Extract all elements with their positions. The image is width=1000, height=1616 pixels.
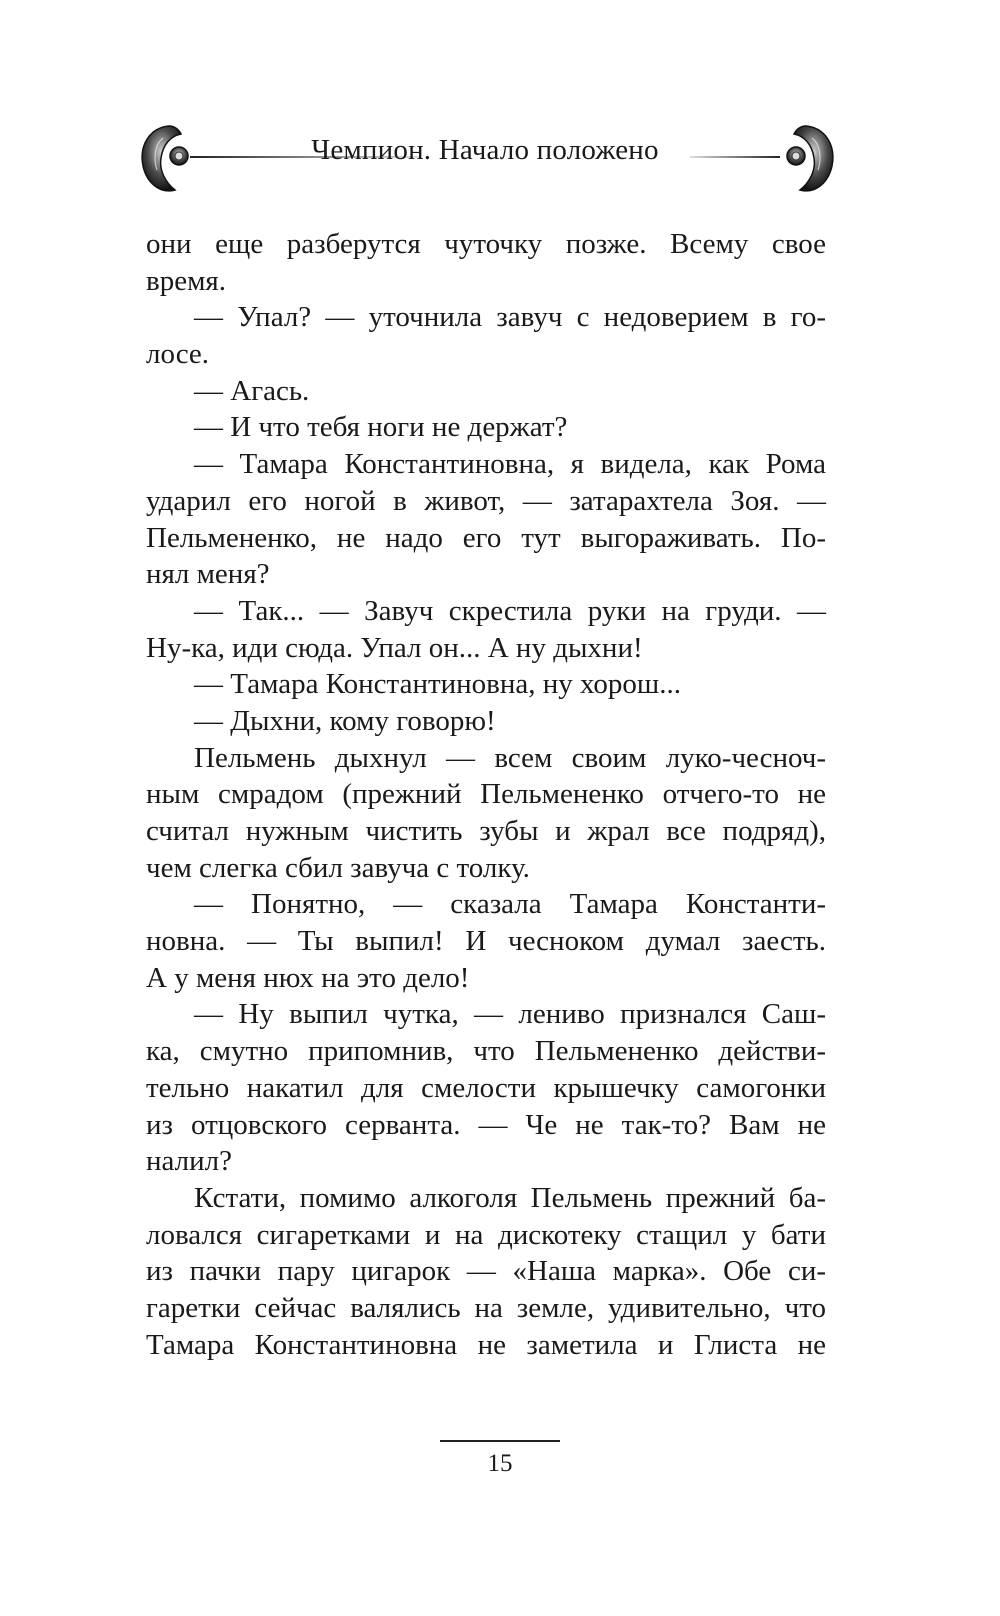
text-line: ударил его ногой в живот, — затарахтела Зоя. — xyxy=(146,484,826,517)
text-line: налил? xyxy=(146,1145,232,1178)
text-line: ловался сигаретками и на дискотеку стащил у бати xyxy=(146,1218,826,1251)
text-line: Кстати, помимо алкоголя Пельмень прежний ба- xyxy=(194,1181,826,1214)
text-line: — Агась. xyxy=(194,374,310,407)
page-number: 15 xyxy=(487,1450,513,1477)
text-line: чем слегка сбил завуча с толку. xyxy=(146,851,530,884)
text-line: — Тамара Константиновна, я видела, как Рома xyxy=(194,448,826,481)
text-line: время. xyxy=(146,264,227,297)
right-ornament-icon xyxy=(750,118,840,208)
text-line: — Понятно, — сказала Тамара Константи- xyxy=(194,888,826,921)
text-line: тельно накатил для смелости крышечку самогонки xyxy=(146,1071,826,1104)
text-line: — Ну выпил чутка, — лениво признался Саш- xyxy=(194,998,826,1031)
page-header xyxy=(130,118,840,208)
text-line: они еще разберутся чуточку позже. Всему свое xyxy=(146,228,826,260)
text-line: Тамара Константиновна не заметила и Глиста не xyxy=(146,1328,826,1361)
text-line: из пачки пару цигарок — «Наша марка». Обе си- xyxy=(146,1255,826,1288)
text-line: Пельмень дыхнул — всем своим луко-чесноч- xyxy=(194,741,826,774)
footer-rule xyxy=(440,1440,560,1442)
body-text xyxy=(146,226,826,1363)
text-line: ным смрадом (прежний Пельмененко отчего-то не xyxy=(146,778,826,811)
text-line: ка, смутно припомнив, что Пельмененко действи- xyxy=(146,1035,826,1068)
text-line: Ну-ка, иди сюда. Упал он... А ну дыхни! xyxy=(146,631,643,664)
text-line: — Так... — Завуч скрестила руки на груди. — xyxy=(194,594,826,627)
text-line: — И что тебя ноги не держат? xyxy=(194,411,568,444)
text-line: новна. — Ты выпил! И чесноком думал заесть. xyxy=(146,925,826,958)
text-line: гаретки сейчас валялись на земле, удивительно, что xyxy=(146,1291,826,1324)
text-line: из отцовского серванта. — Че не так-то? Вам не xyxy=(146,1108,826,1141)
page-footer xyxy=(0,1440,1000,1478)
text-line: — Тамара Константиновна, ну хорош... xyxy=(194,668,682,701)
text-line: — Дыхни, кому говорю! xyxy=(194,704,496,737)
text-line: — Упал? — уточнила завуч с недоверием в го- xyxy=(194,301,826,334)
text-line: А у меня нюх на это дело! xyxy=(146,961,470,994)
running-title: Чемпион. Начало положено xyxy=(311,134,659,166)
text-line: считал нужным чистить зубы и жрал все подряд), xyxy=(146,815,826,847)
text-line: лосе. xyxy=(146,338,210,371)
text-line: Пельмененко, не надо его тут выгораживать. По- xyxy=(146,521,826,554)
text-line: нял меня? xyxy=(146,558,270,591)
